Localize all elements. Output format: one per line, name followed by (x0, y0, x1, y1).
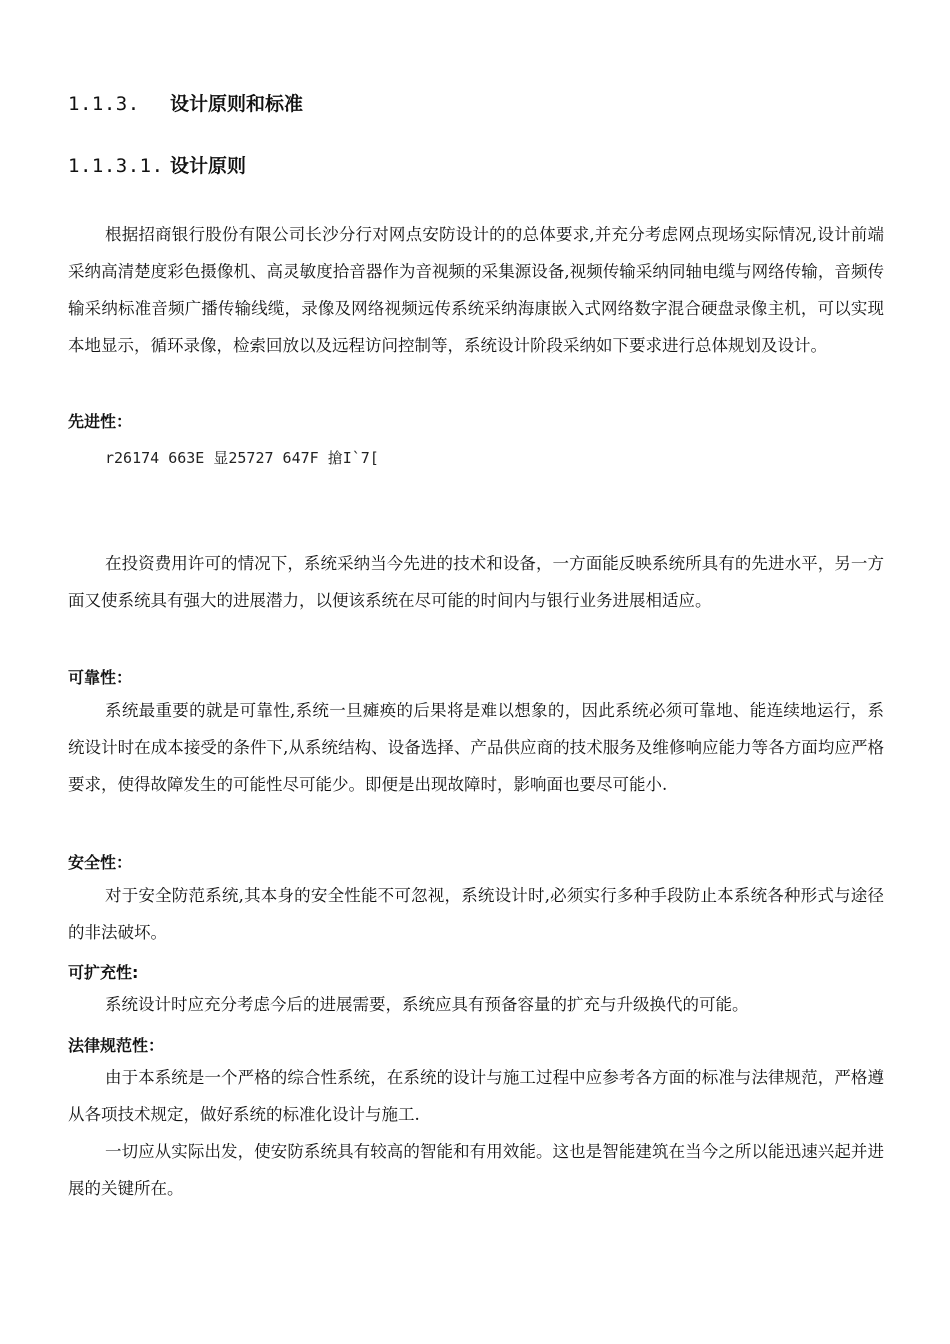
label-reliability: 可靠性： (68, 668, 133, 687)
heading-number: 1.1.3.1. (68, 155, 164, 177)
scalability-paragraph: 系统设计时应充分考虑今后的进展需要，系统应具有预备容量的扩充与升级换代的可能。 (105, 995, 749, 1014)
heading-title: 设计原则和标准 (170, 93, 304, 115)
advanced-paragraph: 在投资费用许可的情况下，系统采纳当今先进的技术和设备，一方面能反映系统所具有的先进水平，另一方面又使系统具有强大的进展潜力，以便该系统在尽可能的时间内与银行业务进展相适应。 (68, 554, 884, 610)
security-paragraph: 对于安全防范系统,其本身的安全性能不可忽视，系统设计时,必须实行多种手段防止本系统各种形式与途径的非法破坏。 (68, 886, 884, 942)
standards-paragraph: 由于本系统是一个严格的综合性系统，在系统的设计与施工过程中应参考各方面的标准与法律规范，严格遵从各项技术规定，做好系统的标准化设计与施工. (68, 1068, 884, 1124)
standards-paragraph-2: 一切应从实际出发，使安防系统具有较高的智能和有用效能。这也是智能建筑在当今之所以能迅速兴起并进展的关键所在。 (68, 1142, 884, 1198)
garbled-text-line: r26174 663E 显25727 647F 搶I`7[ (105, 449, 379, 467)
label-security: 安全性： (68, 853, 133, 872)
heading-title: 设计原则 (170, 155, 247, 177)
label-scalability: 可扩充性: (68, 963, 139, 982)
label-advanced: 先进性： (68, 412, 133, 431)
reliability-paragraph: 系统最重要的就是可靠性,系统一旦瘫痪的后果将是难以想象的，因此系统必须可靠地、能连续地运行，系统设计时在成本接受的条件下,从系统结构、设备选择、产品供应商的技术服务及维修响应能力等各方面均应严格要求，使得故障发生的可能性尽可能少。即便是出现故障时，影响面也要尽可能小. (68, 701, 884, 794)
section-heading-1-1-3 (68, 89, 303, 116)
label-standards: 法律规范性： (68, 1036, 165, 1055)
intro-paragraph: 根据招商银行股份有限公司长沙分行对网点安防设计的的总体要求,并充分考虑网点现场实际情况,设计前端采纳高清楚度彩色摄像机、高灵敏度拾音器作为音视频的采集源设备,视频传输采纳同轴电缆与网络传输，音频传输采纳标准音频广播传输线缆，录像及网络视频远传系统采纳海康嵌入式网络数字混合硬盘录像主机，可以实现本地显示，循环录像，检索回放以及远程访问控制等，系统设计阶段采纳如下要求进行总体规划及设计。 (68, 225, 884, 355)
heading-number: 1.1.3. (68, 93, 140, 115)
section-heading-1-1-3-1 (68, 151, 246, 178)
